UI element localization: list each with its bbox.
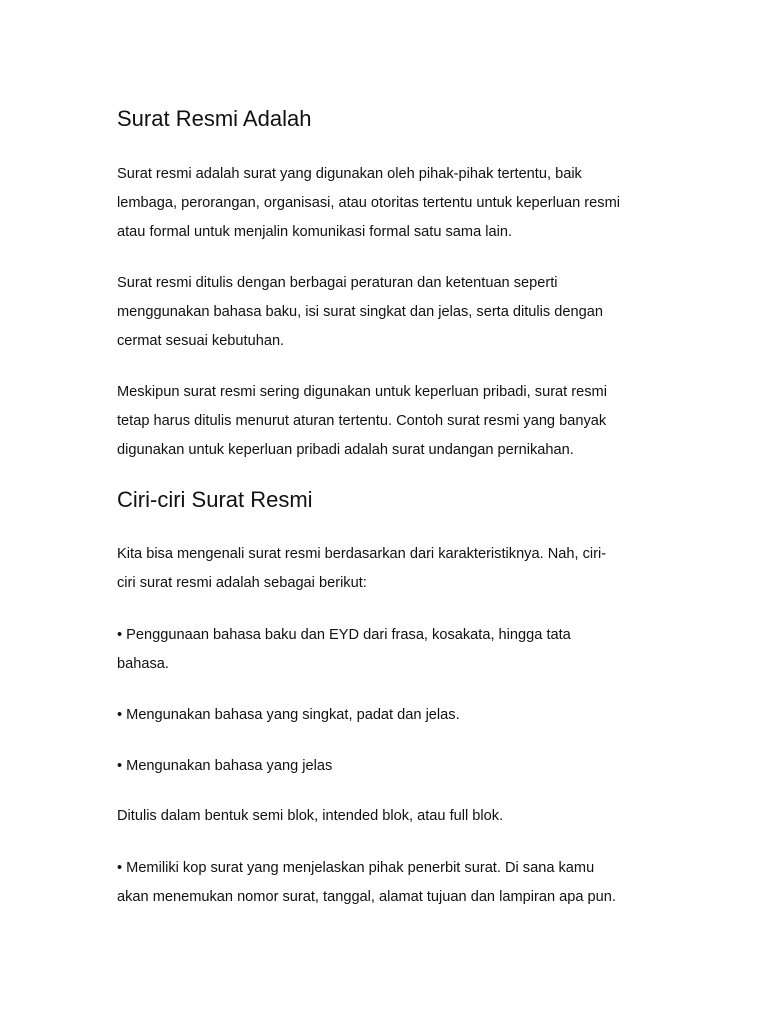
- text-line: cermat sesuai kebutuhan.: [117, 333, 285, 349]
- paragraph-personal-use: [117, 378, 657, 465]
- text-line: tetap harus ditulis menurut aturan tertentu. Contoh surat resmi yang banyak: [117, 413, 607, 429]
- text-line: menggunakan bahasa baku, isi surat singkat dan jelas, serta ditulis dengan: [117, 304, 603, 320]
- text-line: • Memiliki kop surat yang menjelaskan pihak penerbit surat. Di sana kamu: [117, 860, 595, 876]
- paragraph-format-blok: [117, 802, 657, 831]
- heading-ciri-ciri: Ciri-ciri Surat Resmi: [117, 487, 313, 512]
- text-line: Kita bisa mengenali surat resmi berdasarkan dari karakteristiknya. Nah, ciri-: [117, 546, 607, 562]
- text-line: Surat resmi adalah surat yang digunakan oleh pihak-pihak tertentu, baik: [117, 166, 582, 182]
- text-line: bahasa.: [117, 656, 169, 672]
- list-item-singkat-padat: [117, 701, 657, 730]
- text-line: • Mengunakan bahasa yang singkat, padat dan jelas.: [117, 707, 460, 723]
- text-line: digunakan untuk keperluan pribadi adalah surat undangan pernikahan.: [117, 442, 574, 458]
- list-item-bahasa-baku: [117, 621, 657, 679]
- paragraph-characteristics-intro: [117, 540, 657, 598]
- text-line: atau formal untuk menjalin komunikasi formal satu sama lain.: [117, 224, 513, 240]
- heading-surat-resmi-adalah: Surat Resmi Adalah: [117, 106, 312, 131]
- text-line: Ditulis dalam bentuk semi blok, intended blok, atau full blok.: [117, 808, 504, 824]
- list-item-kop-surat: [117, 854, 657, 912]
- text-line: ciri surat resmi adalah sebagai berikut:: [117, 575, 367, 591]
- list-item-bahasa-jelas: [117, 752, 657, 781]
- text-line: Surat resmi ditulis dengan berbagai peraturan dan ketentuan seperti: [117, 275, 558, 291]
- paragraph-rules: [117, 269, 657, 356]
- text-line: akan menemukan nomor surat, tanggal, alamat tujuan dan lampiran apa pun.: [117, 889, 616, 905]
- text-line: Meskipun surat resmi sering digunakan untuk keperluan pribadi, surat resmi: [117, 384, 607, 400]
- text-line: • Mengunakan bahasa yang jelas: [117, 758, 333, 774]
- text-line: • Penggunaan bahasa baku dan EYD dari frasa, kosakata, hingga tata: [117, 627, 571, 643]
- paragraph-definition: [117, 160, 657, 247]
- text-line: lembaga, perorangan, organisasi, atau otoritas tertentu untuk keperluan resmi: [117, 195, 620, 211]
